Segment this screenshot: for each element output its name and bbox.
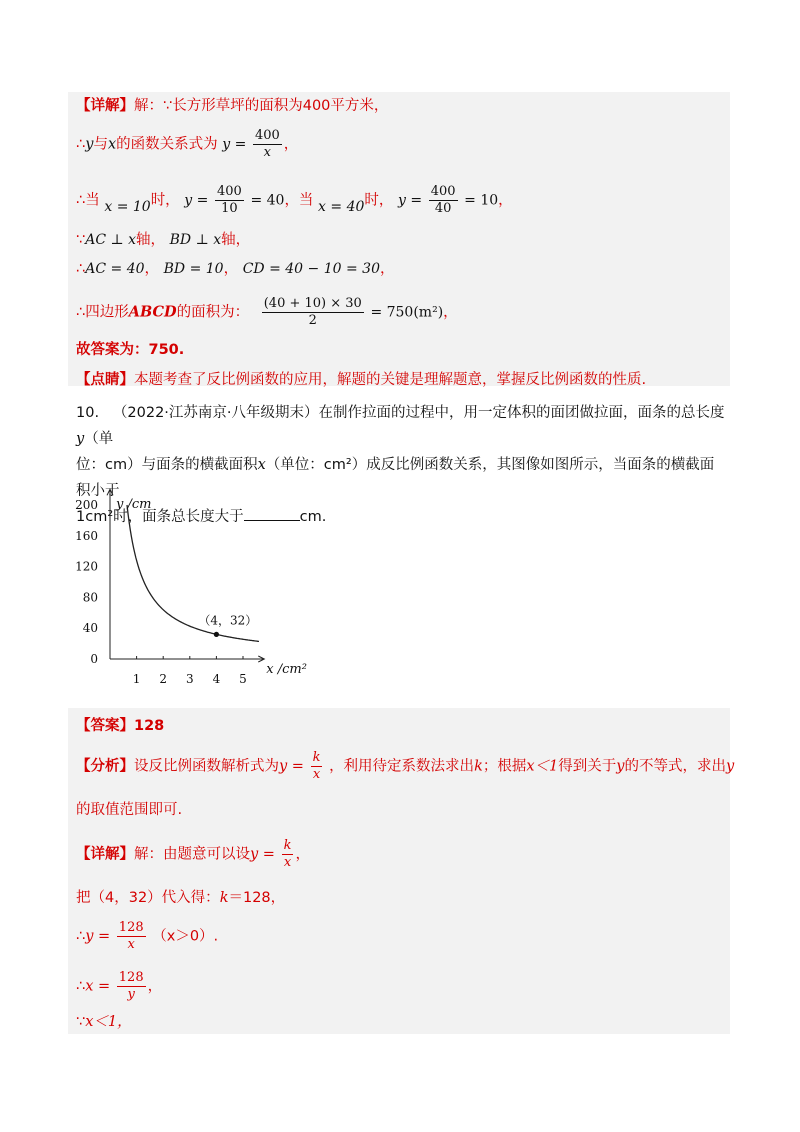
- answer-line: 故答案为：750.: [76, 342, 185, 358]
- analysis-line-2: 的取值范围即可.: [76, 802, 183, 818]
- x-tick-label: 3: [185, 672, 194, 686]
- detail-line-1: 【详解】解：∵长方形草坪的面积为400平方米，: [76, 98, 389, 114]
- remark-line: 【点睛】本题考查了反比例函数的应用，解题的关键是理解题意，掌握反比例函数的性质.: [76, 372, 647, 388]
- y-tick-label: 200: [75, 498, 98, 512]
- x-axis-label: x /cm²: [266, 662, 307, 677]
- point-4-32: [214, 632, 219, 637]
- detail2-line-3: ∴y = $\frac{128}{x}$ （x＞0）.: [76, 920, 219, 952]
- answer-128: 【答案】128: [76, 718, 165, 734]
- question-10: 10. （2022·江苏南京·八年级期末）在制作拉面的过程中，用一定体积的面团做拉面，面条的总长度y（单 位：cm）与面条的横截面积x（单位：cm²）成反比例函数关系，其图像如图所示，当面条的横截面积小于 1cm²时，面条总长度大于 cm.: [76, 405, 725, 525]
- detail2-line-1: 【详解】解：由题意可以设y = $\frac{k}{x}$ ，: [76, 838, 310, 870]
- y-tick-label: 40: [82, 621, 98, 636]
- inverse-function-graph: [70, 488, 310, 693]
- detail2-line-5: ∵x＜1，: [76, 1014, 132, 1030]
- detail-line-3: ∴当 x = 10时， y = $\frac{400}{10}$ = 40，当 x = 40时， y = $\frac{400}{40}$ = 10，: [76, 184, 513, 216]
- y-tick-label: 0: [90, 652, 98, 666]
- detail2-line-2: 把（4，32）代入得：k＝128，: [76, 890, 286, 906]
- detail-line-4: ∵AC ⊥ x轴， BD ⊥ x轴，: [76, 232, 251, 248]
- y-tick-label: 80: [82, 590, 98, 605]
- analysis-line-1: 【分析】设反比例函数解析式为y = $\frac{k}{x}$ ，利用待定系数法求出k；根据x＜1得到关于y的不等式，求出y: [76, 750, 735, 782]
- y-axis-label: y /cm: [116, 497, 152, 512]
- detail-line-6: ∴四边形ABCD的面积为： $\frac{(40 + 10) \times 30}{2}$ = 750(m²)，: [76, 296, 458, 328]
- fraction-400-x: $\frac{400}{x}$: [254, 128, 280, 160]
- point-label: （4，32）: [198, 613, 258, 628]
- x-tick-label: 2: [159, 672, 168, 686]
- y-tick-label: 160: [75, 528, 98, 543]
- detail2-line-4: ∴x = $\frac{128}{y}$ ，: [76, 970, 163, 1002]
- detail-line-2: ∴y与x的函数关系式为 y = $\frac{400}{x}$ ，: [76, 128, 299, 160]
- y-tick-label: 120: [75, 559, 98, 574]
- x-tick-label: 5: [239, 672, 247, 686]
- x-tick-label: 1: [132, 672, 141, 686]
- x-tick-label: 4: [212, 672, 221, 686]
- detail-line-5: ∴AC = 40， BD = 10， CD = 40 − 10 = 30，: [76, 261, 395, 277]
